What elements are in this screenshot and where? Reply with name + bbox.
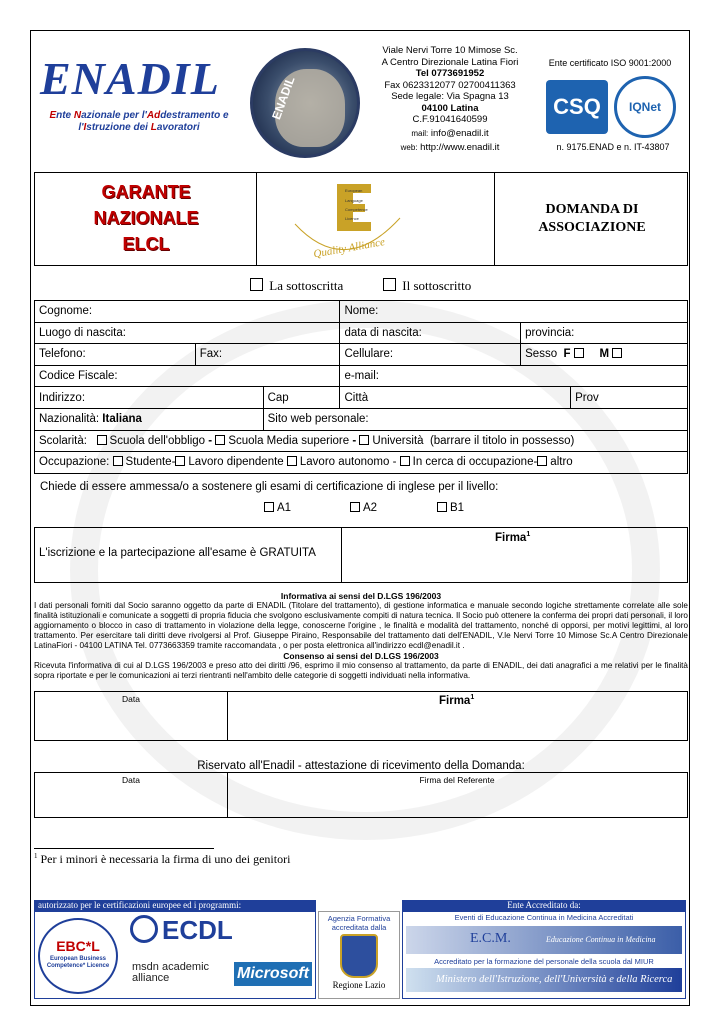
cognome-field[interactable]: Cognome: (35, 301, 340, 323)
citta-field[interactable]: Città (340, 387, 571, 409)
svg-text:Quality Alliance: Quality Alliance (312, 236, 386, 261)
email-field[interactable]: e-mail: (340, 365, 688, 387)
address-block: Viale Nervi Torre 10 Mimose Sc. A Centro Direzionale Latina Fiori Tel 0773691952 Fax 0623312077 02700411363 Sede legale: Via Spagna 13 04100 Latina C.F.91041640599 mail: info@enadil.it web: http://www.enadil.it (381, 45, 519, 153)
miur-caption: Accreditato per la formazione del personale della scuola dal MIUR (434, 957, 654, 966)
occ-altro-checkbox[interactable] (537, 456, 547, 466)
sesso-field[interactable]: Sesso F M (521, 344, 688, 366)
scolarita-universita-checkbox[interactable] (359, 435, 369, 445)
livello-question: Chiede di essere ammessa/o a sostenere gli esami di certificazione di inglese per il livello: (40, 481, 499, 493)
svg-text:European: European (345, 188, 363, 193)
cert-numbers: n. 9175.ENAD e n. IT-43807 (556, 142, 670, 152)
telefono-field[interactable]: Telefono: (35, 344, 196, 366)
consenso-body: Ricevuta l'informativa di cui al D.LGS 196/2003 e preso atto dei diritti /96, esprimo il mio consenso al trattamento, da parte di ENADIL, dei dati anagrafici a me relativi per le finalità sopra riportate e per le comunicazioni ai terzi rientranti nell'ambito delle categorie di soggetti individuati nella informativa. (34, 661, 688, 680)
scolarita-row: Scolarità: Scuola dell'obbligo - Scuola Media superiore - Università (barrare il titolo in possesso) (35, 430, 688, 452)
domanda-title: DOMANDA DI ASSOCIAZIONE (538, 202, 646, 235)
iqnet-logo: IQNet (614, 76, 676, 138)
consenso-firma-box (34, 691, 688, 741)
firma-label[interactable]: Firma$^1$ (495, 531, 531, 544)
nome-field[interactable]: Nome: (340, 301, 688, 323)
occupazione-row: Occupazione: Studente- Lavoro dipendente Lavoro autonomo - In cerca di occupazione- altro (35, 452, 688, 474)
fax-field[interactable]: Fax: (195, 344, 340, 366)
occ-dipendente-checkbox[interactable] (175, 456, 185, 466)
sesso-m-checkbox[interactable] (612, 348, 622, 358)
mail-link[interactable]: info@enadil.it (430, 127, 489, 139)
riservato-box (34, 772, 688, 818)
indirizzo-field[interactable]: Indirizzo: (35, 387, 264, 409)
sottoscritta-option[interactable]: La sottoscritta (250, 278, 343, 294)
consenso-title: Consenso ai sensi del D.LGS 196/2003 (283, 651, 439, 661)
prov-field[interactable]: Prov (571, 387, 688, 409)
riservato-data-label[interactable]: Data (122, 775, 140, 785)
regione-lazio-crest (340, 934, 378, 978)
personal-data-table (34, 300, 688, 474)
livello-a2-option[interactable]: A2 (350, 502, 377, 514)
informativa-body: I dati personali forniti dal Socio saranno oggetto da parte di ENADIL (Titolare del trattamento), di gestione informatica e manuale secondo logiche strettamente correlate alle sole finalità istituzionali e comunicate a soggetti di propria fiducia che svolgono esclusivamente compiti di natura tecnica. Il Socio può ottenere la conferma dei propri dati personali, il loro aggiornamento o blocco in caso di trattamento in violazione della legge, conoscerne l'origine , le finalità e modalità del trattamento, nonché di opporsi, per motivi legittimi, al loro trattamento. Per esercitare tali diritti deve rivolgersi al Prof. Giuseppe Piraino, Responsabile del trattamento dati dell'ENADIL, V.le Nervi Torre 10 Mimose Sc.A Centro Direzionale LatinaFiori - 04100 LATINA Tel. 0773663359 tramite raccomandata , o per posta elettronica all'indirizzo ecdl@enadil.it . (34, 601, 688, 650)
svg-text:Language: Language (345, 198, 363, 203)
svg-text:Licence: Licence (345, 216, 359, 221)
footnote: $^1$ Per i minori è necessaria la firma di uno dei genitori (34, 852, 291, 866)
livello-b1-option[interactable]: B1 (437, 502, 464, 514)
informativa-title: Informativa ai sensi del D.LGS 196/2003 (280, 591, 442, 601)
cellulare-field[interactable]: Cellulare: (340, 344, 521, 366)
ecm-caption: Eventi di Educazione Continua in Medicina Accreditati (454, 913, 634, 922)
sesso-f-checkbox[interactable] (574, 348, 584, 358)
provincia-field[interactable]: provincia: (521, 322, 688, 344)
cap-field[interactable]: Cap (263, 387, 340, 409)
enadil-seal-logo: ENADIL (250, 48, 360, 158)
scolarita-obbligo-checkbox[interactable] (97, 435, 107, 445)
livello-a1-option[interactable]: A1 (264, 502, 291, 514)
occ-autonomo-checkbox[interactable] (287, 456, 297, 466)
scolarita-superiore-checkbox[interactable] (215, 435, 225, 445)
riservato-title: Riservato all'Enadil - attestazione di ricevimento della Domanda: (197, 760, 525, 772)
nazionalita-field[interactable]: Nazionalità: Italiana (35, 408, 264, 430)
miur-logo: Ministero dell'Istruzione, dell'Università e della Ricerca (406, 968, 682, 992)
gratuita-firma-box (34, 527, 688, 583)
svg-text:Competence: Competence (345, 207, 368, 212)
web-link[interactable]: http://www.enadil.it (420, 142, 500, 153)
ecdl-logo: ECDL (130, 915, 233, 946)
garante-title: GARANTE NAZIONALE ELCL (93, 182, 199, 254)
sito-web-field[interactable]: Sito web personale: (263, 408, 687, 430)
firma-label-2[interactable]: Firma$^1$ (439, 694, 475, 707)
footer-left-band: autorizzato per le certificazioni europee ed i programmi: (34, 900, 316, 911)
agenzia-text: Agenzia Formativa accreditata dalla (327, 914, 391, 932)
footnote-divider (34, 848, 214, 849)
data-nascita-field[interactable]: data di nascita: (340, 322, 521, 344)
regione-lazio-label: Regione Lazio (332, 980, 386, 990)
informativa-block (34, 591, 688, 681)
enadil-logo: ENADIL (40, 53, 220, 104)
ebcl-logo: EBC*L European Business Competence* Licence (38, 918, 118, 994)
enadil-subtitle: Ente Nazionale per l'Addestramento e l'Istruzione dei Lavoratori (49, 110, 229, 133)
msdn-logo: msdn academic alliance (132, 961, 210, 984)
firma-referente-label[interactable]: Firma del Referente (419, 775, 495, 785)
microsoft-logo: Microsoft (234, 962, 312, 986)
codice-fiscale-field[interactable]: Codice Fiscale: (35, 365, 340, 387)
ecm-logo: E.C.M. Educazione Continua in Medicina (406, 926, 682, 954)
occ-studente-checkbox[interactable] (113, 456, 123, 466)
sottoscritto-option[interactable]: Il sottoscritto (383, 278, 471, 294)
footer-right-band: Ente Accreditato da: (402, 900, 686, 911)
gratuita-text: L'iscrizione e la partecipazione all'esame è GRATUITA (39, 547, 316, 559)
elcl-quality-alliance-logo (275, 178, 415, 262)
occ-cerca-checkbox[interactable] (400, 456, 410, 466)
cert-title: Ente certificato ISO 9001:2000 (548, 58, 672, 68)
csq-logo: CSQ (546, 80, 608, 134)
luogo-nascita-field[interactable]: Luogo di nascita: (35, 322, 340, 344)
data-label[interactable]: Data (122, 694, 140, 704)
